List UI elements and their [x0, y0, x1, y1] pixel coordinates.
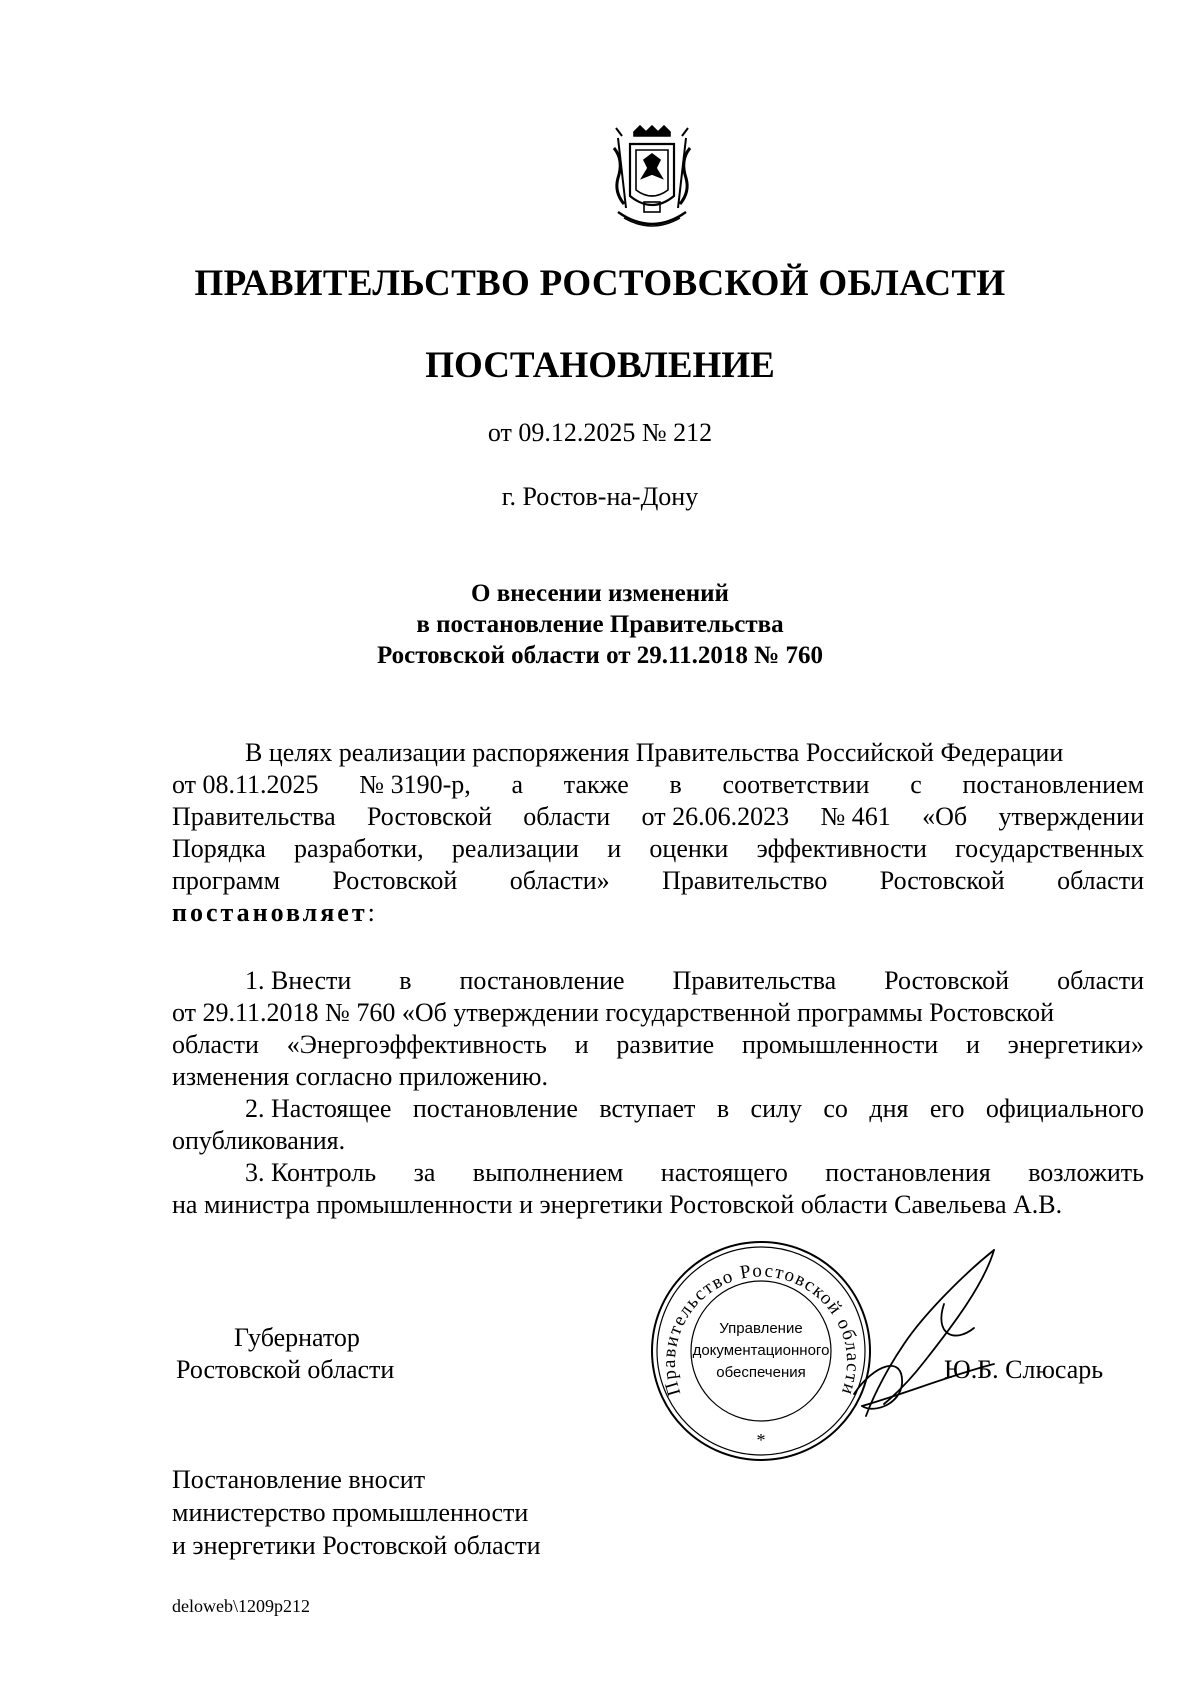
word: области: [523, 802, 611, 831]
word: утверждении: [998, 802, 1144, 831]
decree-word: постановляет: [172, 898, 368, 927]
word: эффективности: [756, 834, 927, 863]
word: государственных: [955, 834, 1144, 863]
word: программ: [172, 866, 281, 895]
word: постановлением: [962, 770, 1144, 799]
word: и: [965, 1030, 980, 1059]
word: промышленности: [742, 1030, 939, 1059]
word: официального: [985, 1094, 1144, 1123]
word: и: [607, 834, 622, 863]
word: области: [172, 1030, 259, 1059]
word: развитие: [616, 1030, 715, 1059]
originator-note: [172, 1463, 541, 1562]
word: «Об: [922, 802, 968, 831]
word: № 3190-р,: [359, 770, 471, 799]
word: Правительства: [672, 966, 837, 995]
word: № 461: [820, 802, 891, 831]
seal-inner-line: документационного: [692, 1342, 830, 1359]
word: Правительство: [662, 866, 828, 895]
subject-line: О внесении изменений: [471, 580, 729, 607]
word: и: [574, 1030, 589, 1059]
word: энергетики»: [1007, 1030, 1144, 1059]
preamble-line: [172, 897, 1144, 929]
preamble-line: [172, 833, 1144, 865]
word: а: [511, 770, 524, 799]
word: 2. Настоящее: [245, 1094, 392, 1123]
coat-of-arms-emblem: [604, 118, 700, 238]
item-1-line: [172, 1029, 1144, 1061]
position-line: Ростовской области: [176, 1355, 395, 1384]
decree-colon: :: [367, 898, 375, 927]
word: дня: [869, 1094, 909, 1123]
word: Ростовской: [884, 966, 1010, 995]
word: его: [929, 1094, 965, 1123]
item-1-line: изменения согласно приложению.: [172, 1062, 548, 1091]
document-city: г. Ростов-на-Дону: [501, 482, 699, 511]
word: за: [413, 1158, 436, 1187]
word: постановление: [412, 1094, 578, 1123]
word: от 08.11.2025: [172, 770, 319, 799]
document-subject: [0, 578, 1200, 671]
word: Ростовской: [879, 866, 1005, 895]
handwritten-signature: [844, 1244, 1004, 1424]
word: постановления: [825, 1158, 991, 1187]
word: постановление: [459, 966, 625, 995]
subject-line: в постановление Правительства: [416, 611, 784, 638]
signatory-position: [176, 1322, 394, 1386]
file-reference: deloweb\1209p212: [172, 1596, 310, 1616]
word: соответствии: [722, 770, 870, 799]
item-3-line: на министра промышленности и энергетики Ростовской области Савельева А.В.: [172, 1190, 1063, 1219]
word: с: [910, 770, 922, 799]
word: в: [716, 1094, 730, 1123]
preamble-line: [172, 801, 1144, 833]
word: Правительства: [172, 802, 336, 831]
signatory-name: Ю.Б. Слюсарь: [944, 1355, 1104, 1384]
preamble-line: [172, 865, 1144, 897]
item-1-line: [172, 965, 1144, 997]
organization-title: ПРАВИТЕЛЬСТВО РОСТОВСКОЙ ОБЛАСТИ: [194, 263, 1006, 304]
word: оценки: [649, 834, 729, 863]
originator-line: Постановление вносит: [172, 1465, 426, 1494]
word: 3. Контроль: [245, 1158, 377, 1187]
item-3-line: [172, 1157, 1144, 1189]
decree-items: [172, 965, 1144, 1221]
word: силу: [750, 1094, 802, 1123]
word: разработки,: [294, 834, 424, 863]
document-date-number: от 09.12.2025 № 212: [487, 418, 713, 447]
word: настоящего: [660, 1158, 788, 1187]
preamble-line: В целях реализации распоряжения Правительства Российской Федерации: [245, 738, 1064, 767]
word: реализации: [451, 834, 579, 863]
word: вступает: [599, 1094, 696, 1123]
word: области: [1057, 966, 1144, 995]
seal-star: *: [756, 1430, 766, 1450]
document-type: ПОСТАНОВЛЕНИЕ: [425, 345, 775, 386]
word: выполнением: [472, 1158, 624, 1187]
word: со: [823, 1094, 848, 1123]
item-2-line: опубликования.: [172, 1126, 346, 1155]
item-2-line: [172, 1093, 1144, 1125]
official-seal-stamp: [648, 1238, 874, 1464]
word: области: [1057, 866, 1144, 895]
seal-inner-line: обеспечения: [716, 1364, 806, 1381]
word: в: [669, 770, 682, 799]
word: Ростовской: [332, 866, 458, 895]
subject-line: Ростовской области от 29.11.2018 № 760: [376, 642, 824, 669]
word: от 26.06.2023: [641, 802, 790, 831]
word: 1. Внести: [245, 966, 352, 995]
position-line: Губернатор: [234, 1323, 360, 1352]
seal-inner-line: Управление: [719, 1320, 803, 1337]
preamble-line: [172, 769, 1144, 801]
word: Порядка: [172, 834, 266, 863]
originator-line: министерство промышленности: [172, 1498, 529, 1527]
preamble-paragraph: [172, 737, 1144, 929]
item-1-line: от 29.11.2018 № 760 «Об утверждении государственной программы Ростовской: [172, 998, 1055, 1027]
word: Ростовской: [366, 802, 492, 831]
seal-outer-text: Правительство Ростовской области: [658, 1260, 864, 1399]
word: «Энергоэффективность: [286, 1030, 547, 1059]
word: в: [399, 966, 412, 995]
originator-line: и энергетики Ростовской области: [172, 1531, 541, 1560]
word: области»: [509, 866, 610, 895]
word: возложить: [1028, 1158, 1144, 1187]
word: также: [563, 770, 629, 799]
